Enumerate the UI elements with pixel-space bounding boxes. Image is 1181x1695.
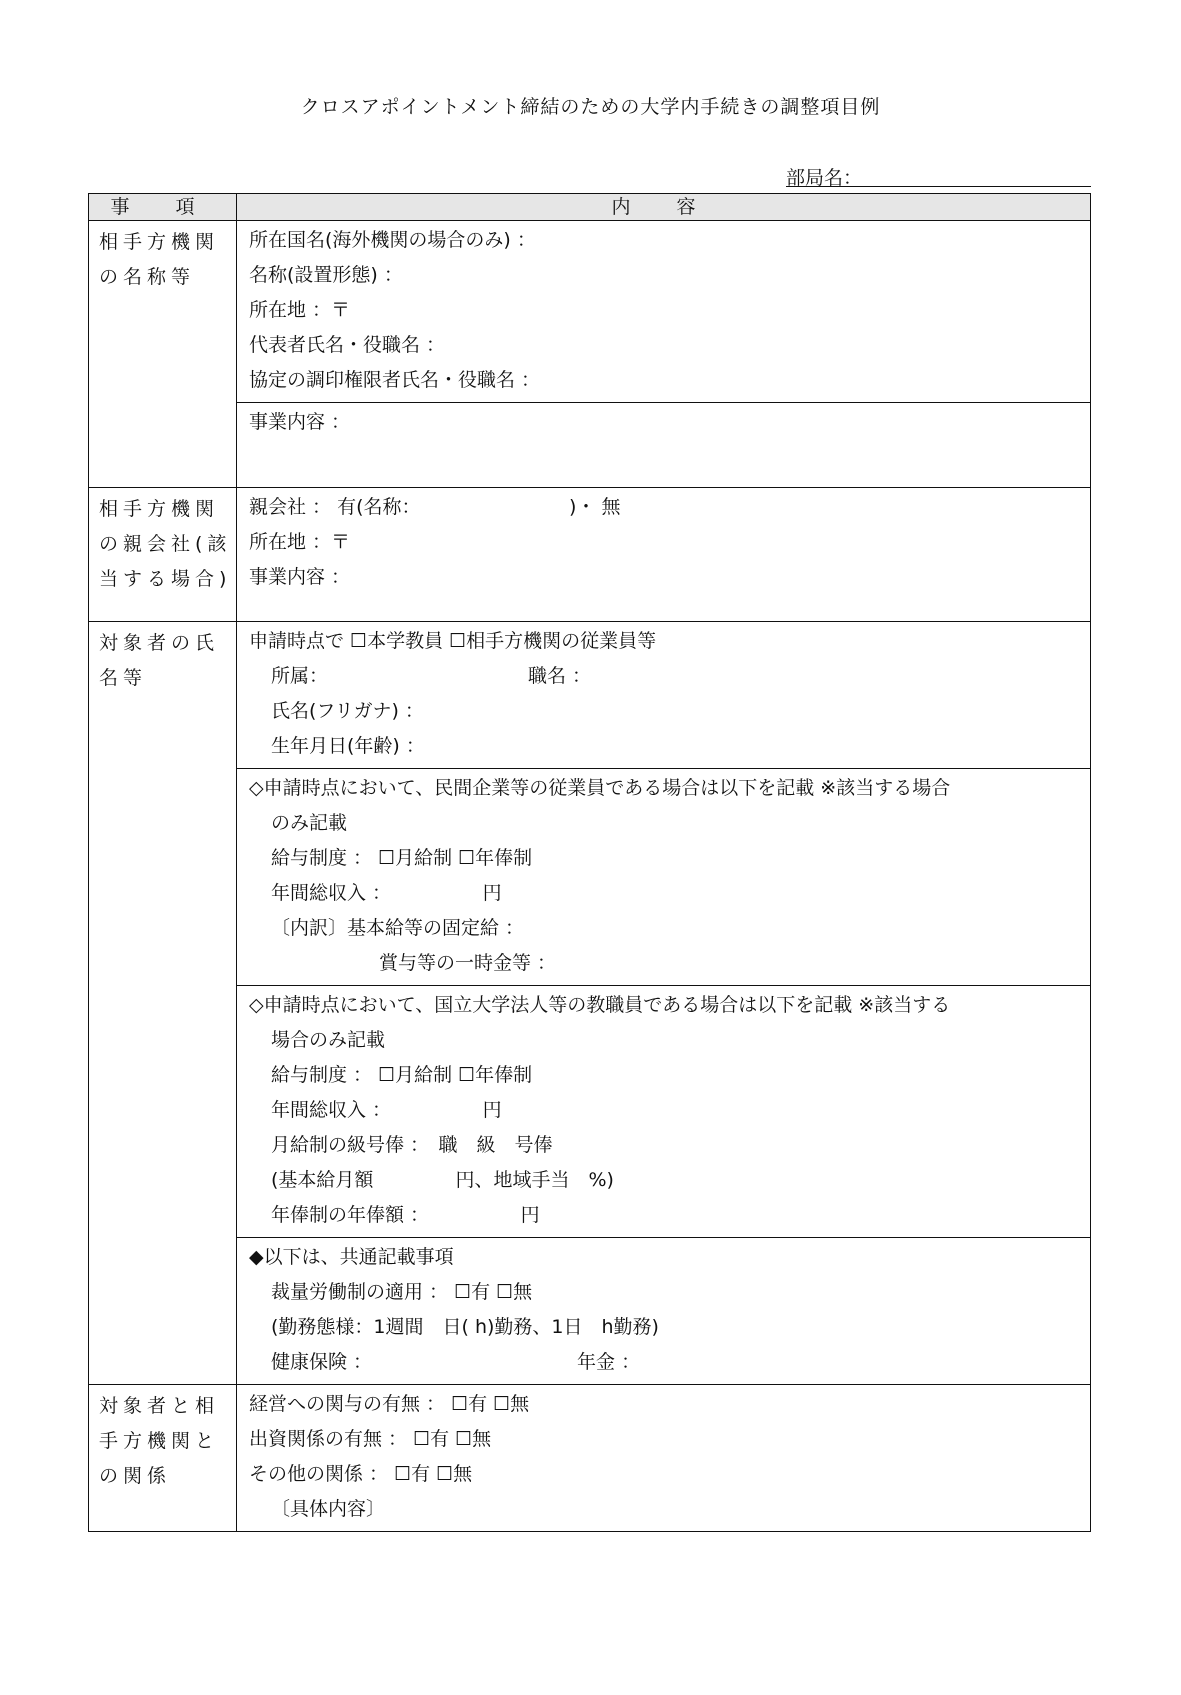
address-line: 所在地 ：〒 bbox=[249, 299, 351, 321]
work-pattern-line: (勤務態様：1週間 日( h)勤務、1日 h勤務) bbox=[271, 1316, 659, 1338]
relationship-label: 対象者と相手方機関との関係 bbox=[99, 1395, 220, 1487]
insurance-line bbox=[249, 1345, 1084, 1380]
univ-base-pay: (基本給月額 円、地域手当 %) bbox=[271, 1169, 614, 1191]
private-annual-income: 年間総収入 ： 円 bbox=[271, 882, 502, 904]
table-row bbox=[89, 488, 1091, 622]
row-label-cell bbox=[89, 622, 237, 1385]
table-row bbox=[89, 221, 1091, 403]
person-basic-cell[interactable] bbox=[237, 622, 1091, 769]
business-cell[interactable] bbox=[237, 403, 1091, 488]
private-note-line: ◇申請時点において、民間企業等の従業員である場合は以下を記載 ※該当する場合 bbox=[249, 777, 951, 799]
private-note-cont: のみ記載 bbox=[271, 812, 348, 834]
country-line: 所在国名(海外機関の場合のみ) ： bbox=[249, 229, 536, 251]
table-row bbox=[89, 986, 1091, 1238]
row-label-cell bbox=[89, 1385, 237, 1532]
table-row bbox=[89, 1238, 1091, 1385]
representative-line: 代表者氏名・役職名 ： bbox=[249, 334, 446, 356]
birthdate-line: 生年月日(年齢) ： bbox=[271, 735, 425, 757]
table-row bbox=[89, 403, 1091, 488]
document-title: クロスアポイントメント締結のための大学内手続きの調整項目例 bbox=[300, 96, 881, 118]
univ-annual-income: 年間総収入 ： 円 bbox=[271, 1099, 502, 1121]
application-status-line: 申請時点で ☐本学教員 ☐相手方機関の従業員等 bbox=[249, 630, 657, 652]
header-item: 事 項 bbox=[89, 194, 237, 221]
table-row bbox=[89, 1385, 1091, 1532]
name-line: 名称(設置形態) ： bbox=[249, 264, 403, 286]
details-line: 〔具体内容〕 bbox=[271, 1498, 386, 1520]
management-line: 経営への関与の有無 ： ☐有 ☐無 bbox=[249, 1393, 530, 1415]
parent-company-cell[interactable] bbox=[237, 488, 1091, 622]
univ-annual-salary: 年俸制の年俸額 ： 円 bbox=[271, 1204, 540, 1226]
health-insurance-label: 健康保険 ： bbox=[271, 1351, 373, 1373]
univ-grade: 月給制の級号俸 ： 職 級 号俸 bbox=[271, 1134, 553, 1156]
row-label-cell bbox=[89, 221, 237, 488]
partner-name-label: 相手方機関の名称等 bbox=[99, 231, 220, 288]
table-header-row bbox=[89, 194, 1091, 221]
parent-business-line: 事業内容 ： bbox=[249, 566, 351, 588]
person-label: 対象者の氏名等 bbox=[99, 632, 220, 689]
univ-note-cont: 場合のみ記載 bbox=[271, 1029, 386, 1051]
table-row bbox=[89, 769, 1091, 986]
department-input-line[interactable] bbox=[786, 186, 1091, 187]
common-heading: ◆以下は、共通記載事項 bbox=[249, 1246, 454, 1268]
parent-address-line: 所在地 ：〒 bbox=[249, 531, 351, 553]
header-content: 内 容 bbox=[237, 194, 1091, 221]
relationship-cell[interactable] bbox=[237, 1385, 1091, 1532]
affiliation-line bbox=[249, 659, 1084, 694]
investment-line: 出資関係の有無 ： ☐有 ☐無 bbox=[249, 1428, 492, 1450]
common-items-cell[interactable] bbox=[237, 1238, 1091, 1385]
private-employee-cell[interactable] bbox=[237, 769, 1091, 986]
form-table bbox=[88, 193, 1091, 1532]
private-salary-system: 給与制度 ： ☐月給制 ☐年俸制 bbox=[271, 847, 533, 869]
pension-label: 年金 ： bbox=[577, 1351, 641, 1373]
furigana-line: 氏名(フリガナ) ： bbox=[271, 700, 424, 722]
university-staff-cell[interactable] bbox=[237, 986, 1091, 1238]
discretionary-work-line: 裁量労働制の適用 ： ☐有 ☐無 bbox=[271, 1281, 533, 1303]
private-bonus: 賞与等の一時金等 ： bbox=[379, 952, 557, 974]
table-row bbox=[89, 622, 1091, 769]
affiliation-label: 所属： bbox=[271, 665, 329, 687]
department-label: 部局名： bbox=[786, 167, 863, 189]
row-label-cell bbox=[89, 488, 237, 622]
parent-company-line: 親会社 ： 有(名称： )・ 無 bbox=[249, 496, 621, 518]
business-line: 事業内容 ： bbox=[249, 411, 351, 433]
univ-salary-system: 給与制度 ： ☐月給制 ☐年俸制 bbox=[271, 1064, 533, 1086]
signatory-line: 協定の調印権限者氏名・役職名 ： bbox=[249, 369, 541, 391]
private-fixed-pay: 〔内訳〕基本給等の固定給 ： bbox=[271, 917, 525, 939]
job-title-label: 職名 ： bbox=[528, 665, 592, 687]
other-relation-line: その他の関係 ： ☐有 ☐無 bbox=[249, 1463, 473, 1485]
univ-note-line: ◇申請時点において、国立大学法人等の教職員である場合は以下を記載 ※該当する bbox=[249, 994, 951, 1016]
partner-name-cell[interactable] bbox=[237, 221, 1091, 403]
parent-company-label: 相手方機関の親会社(該当する場合) bbox=[99, 498, 232, 590]
